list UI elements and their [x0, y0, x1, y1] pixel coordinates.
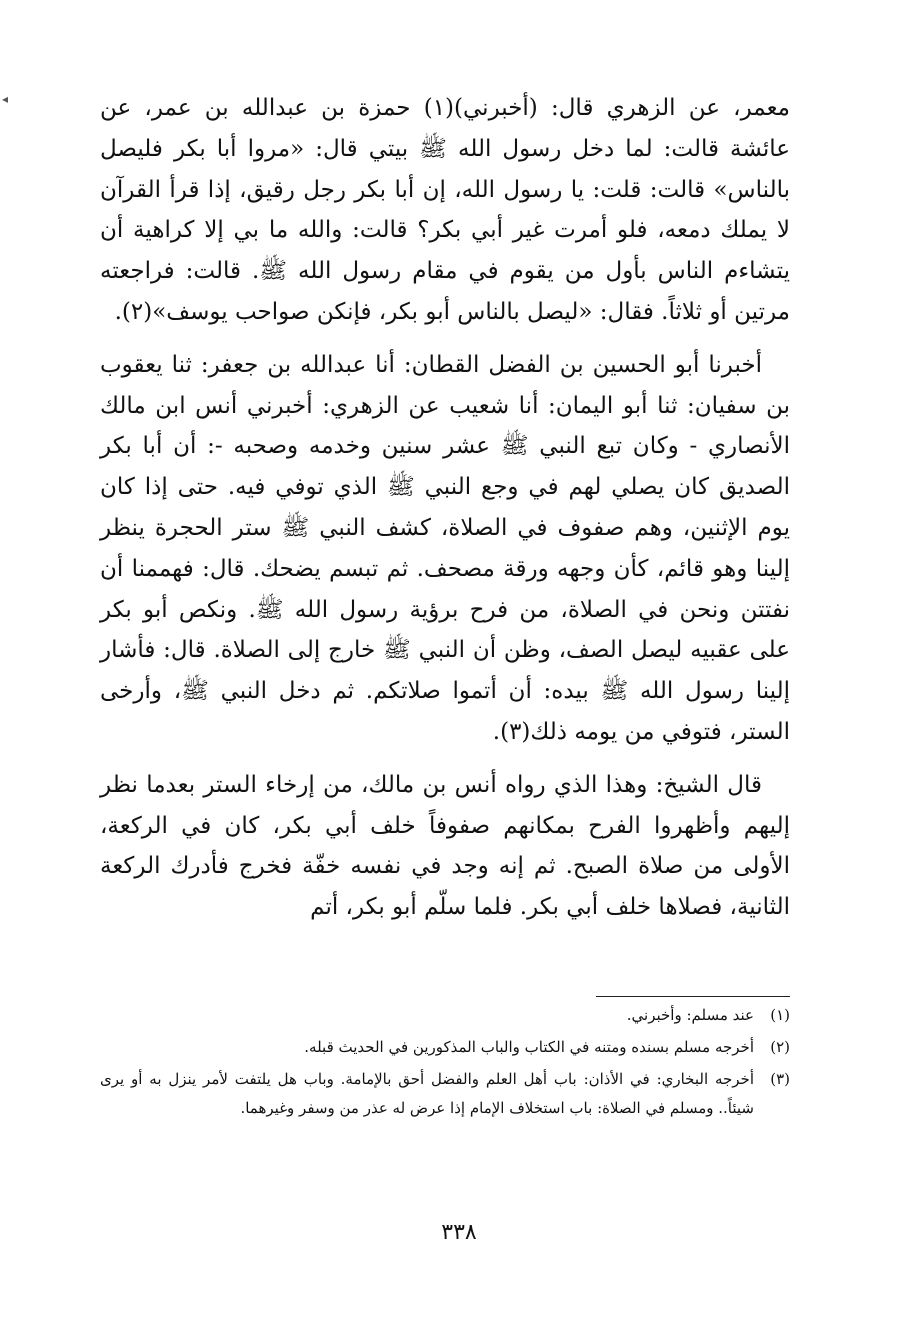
footnote-number: (٢) [770, 1038, 790, 1056]
footnote-text: أخرجه البخاري: في الأذان: باب أهل العلم والفضل أحق بالإمامة. وباب هل يلتفت لأمر ينزل به أو يرى شيئاً.. ومسلم في الصلاة: باب استخلاف الإمام إذا عرض له عذر من وسفر وغيرهما. [100, 1070, 754, 1117]
footnote-text: أخرجه مسلم بسنده ومتنه في الكتاب والباب المذكورين في الحديث قبله. [304, 1038, 754, 1056]
page-number: ٣٣٨ [441, 1220, 477, 1245]
footnote-3 [100, 1065, 790, 1123]
footnotes [100, 1001, 790, 1123]
margin-mark: ◂ [2, 92, 9, 106]
footnote-separator [596, 996, 790, 997]
footnote-2 [100, 1033, 790, 1062]
footnote-number: (١) [770, 1006, 790, 1024]
paragraph-3: قال الشيخ: وهذا الذي رواه أنس بن مالك، من إرخاء الستر بعدما نظر إليهم وأظهروا الفرح بمكانهم صفوفاً خلف أبي بكر، كان في الركعة، الأولى من صلاة الصبح. ثم إنه وجد في نفسه خفّة فخرج فأدرك الركعة الثانية، فصلاها خلف أبي بكر. فلما سلّم أبو بكر، أتم [100, 771, 790, 921]
footnote-text: عند مسلم: وأخبرني. [626, 1006, 754, 1024]
main-text [100, 88, 790, 928]
paragraph-1: معمر، عن الزهري قال: (أخبرني)(١) حمزة بن عبدالله بن عمر، عن عائشة قالت: لما دخل رسول الله ﷺ بيتي قال: «مروا أبا بكر فليصل بالناس» قالت: قلت: يا رسول الله، إن أبا بكر رجل رقيق، إذا قرأ القرآن لا يملك دمعه، فلو أمرت غير أبي بكر؟ قالت: والله ما بي إلا كراهية أن يتشاءم الناس بأول من يقوم في مقام رسول الله ﷺ. قالت: فراجعته مرتين أو ثلاثاً. فقال: «ليصل بالناس أبو بكر، فإنكن صواحب يوسف»(٢). [100, 95, 790, 325]
footnote-number: (٣) [770, 1070, 790, 1088]
paragraph-2: أخبرنا أبو الحسين بن الفضل القطان: أنا عبدالله بن جعفر: ثنا يعقوب بن سفيان: ثنا أبو اليمان: أنا شعيب عن الزهري: أخبرني أنس ابن مالك الأنصاري - وكان تبع النبي ﷺ عشر سنين وخدمه وصحبه -: أن أبا بكر الصديق كان يصلي لهم في وجع النبي ﷺ الذي توفي فيه. حتى إذا كان يوم الإثنين، وهم صفوف في الصلاة، كشف النبي ﷺ ستر الحجرة ينظر إلينا وهو قائم، كأن وجهه ورقة مصحف. ثم تبسم يضحك. قال: فهممنا أن نفتتن ونحن في الصلاة، من فرح برؤية رسول الله ﷺ. ونكص أبو بكر على عقبيه ليصل الصف، وظن أن النبي ﷺ خارج إلى الصلاة. قال: فأشار إلينا رسول الله ﷺ بيده: أن أتموا صلاتكم. ثم دخل النبي ﷺ، وأرخى الستر، فتوفي من يومه ذلك(٣). [100, 351, 790, 745]
footnote-1 [100, 1001, 790, 1030]
